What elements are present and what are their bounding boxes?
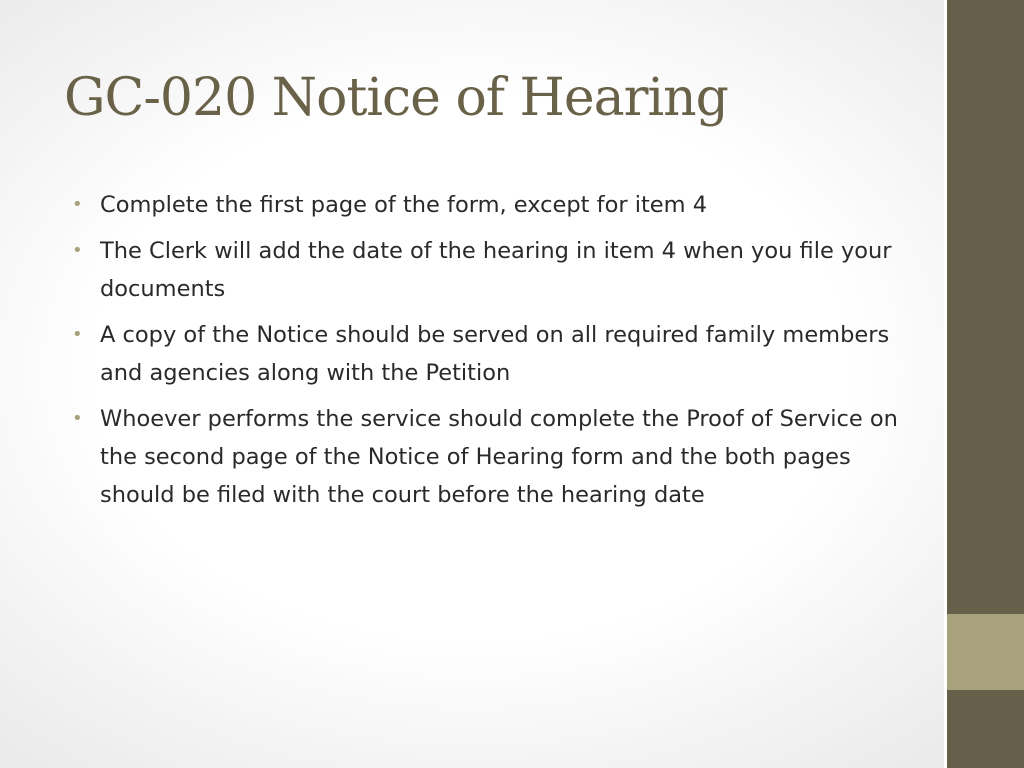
bullet-list <box>72 186 902 522</box>
bullet-text: Complete the first page of the form, except for item 4 <box>100 192 708 218</box>
bullet-marker: • <box>72 408 83 429</box>
bullet-item <box>72 186 902 224</box>
bullet-item <box>72 232 902 308</box>
bullet-marker: • <box>72 240 83 261</box>
bullet-marker: • <box>72 324 83 345</box>
bullet-item <box>72 316 902 392</box>
bullet-text: Whoever performs the service should complete the Proof of Service on the second page of the Notice of Hearing form and the both pages should be filed with the court before the hearing date <box>100 406 898 508</box>
bullet-text: The Clerk will add the date of the hearing in item 4 when you file your documents <box>100 238 892 302</box>
side-accent-block <box>947 614 1024 690</box>
slide-title: GC-020 Notice of Hearing <box>64 68 728 128</box>
bullet-marker: • <box>72 194 83 215</box>
bullet-item <box>72 400 902 514</box>
bullet-text: A copy of the Notice should be served on all required family members and agencies along with the Petition <box>100 322 890 386</box>
